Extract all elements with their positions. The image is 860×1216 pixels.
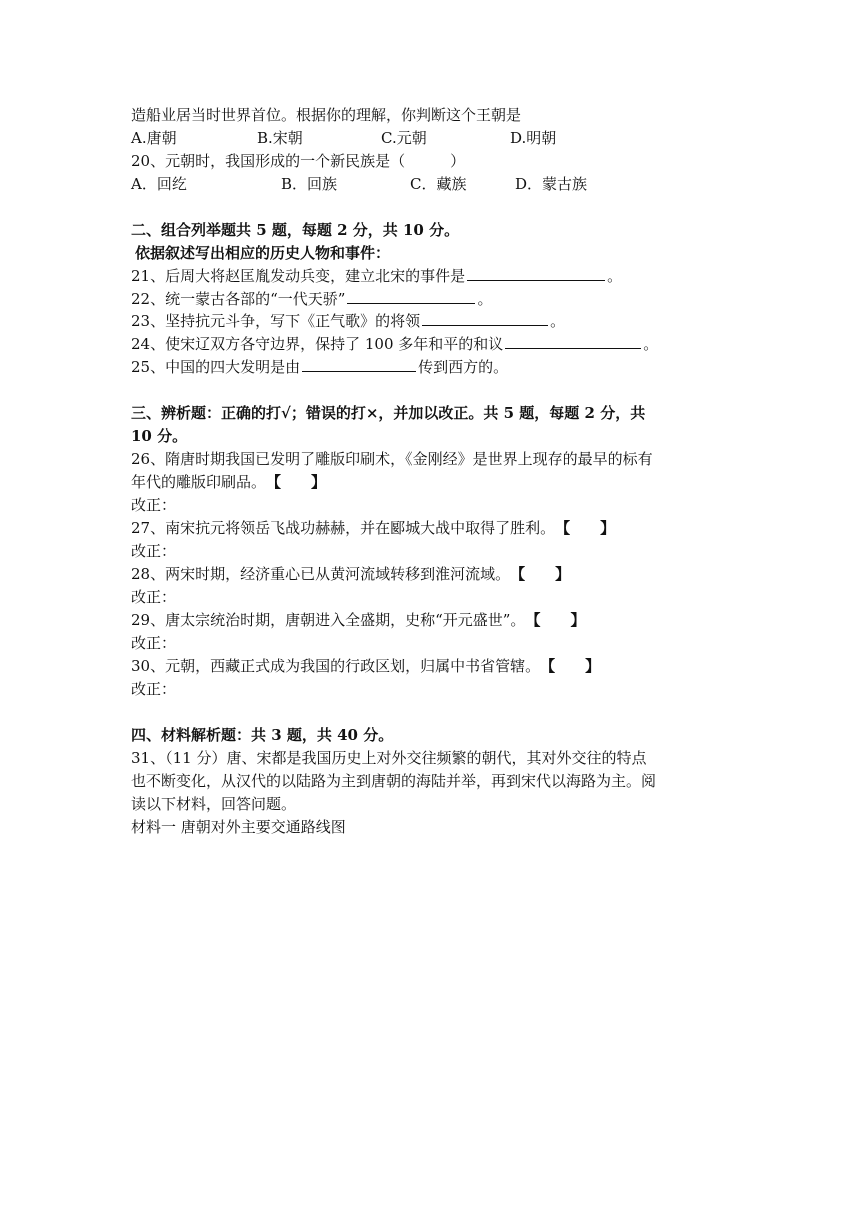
q31-line3: 读以下材料，回答问题。 <box>131 795 297 813</box>
q22-text: 22、统一蒙古各部的“一代天骄” <box>131 290 346 308</box>
q23-answer-blank[interactable] <box>422 310 548 326</box>
q24-answer-blank[interactable] <box>505 333 641 349</box>
q26-correction-label: 改正： <box>131 496 177 514</box>
q19-option-a: A.唐朝 <box>131 129 177 147</box>
q29 <box>131 609 585 631</box>
q21-answer-blank[interactable] <box>467 265 605 281</box>
q19-option-b: B.宋朝 <box>257 129 303 147</box>
q21-text: 21、后周大将赵匡胤发动兵变，建立北宋的事件是 <box>131 267 466 285</box>
section3-title-line2: 10 分。 <box>131 427 188 445</box>
q30-text: 30、元朝，西藏正式成为我国的行政区划，归属中书省管辖。 <box>131 657 541 675</box>
q30 <box>131 655 600 677</box>
q26-text: 年代的雕版印刷品。 <box>131 473 267 491</box>
q23 <box>131 310 565 332</box>
q23-end: 。 <box>550 312 566 330</box>
q22-answer-blank[interactable] <box>347 288 475 304</box>
q26-line1: 26、隋唐时期我国已发明了雕版印刷术，《金刚经》是世界上现存的最早的标有 <box>131 450 653 468</box>
q29-answer-bracket[interactable]: 【 】 <box>525 611 586 629</box>
q29-text: 29、唐太宗统治时期，唐朝进入全盛期，史称“开元盛世”。 <box>131 611 526 629</box>
section3-title-line1: 三、辨析题：正确的打√；错误的打×，并加以改正。共 5 题，每题 2 分，共 <box>131 404 646 422</box>
q31-line2: 也不断变化，从汉代的以陆路为主到唐朝的海陆并举，再到宋代以海路为主。阅 <box>131 772 657 790</box>
section4-title: 四、材料解析题：共 3 题，共 40 分。 <box>131 726 394 744</box>
q19-option-c: C.元朝 <box>381 129 427 147</box>
q24-text: 24、使宋辽双方各守边界，保持了 100 多年和平的和议 <box>131 335 504 353</box>
q23-text: 23、坚持抗元斗争，写下《正气歌》的将领 <box>131 312 421 330</box>
q25 <box>131 356 508 378</box>
q19-stem-tail: 造船业居当时世界首位。根据你的理解，你判断这个王朝是 <box>131 106 522 124</box>
q29-correction-label: 改正： <box>131 634 177 652</box>
q21-end: 。 <box>607 267 623 285</box>
q20-stem: 20、元朝时，我国形成的一个新民族是（ ） <box>131 152 466 170</box>
q20-option-c: C．藏族 <box>410 175 467 193</box>
q21 <box>131 265 622 287</box>
q25-text: 25、中国的四大发明是由 <box>131 358 301 376</box>
material1-caption: 材料一 唐朝对外主要交通路线图 <box>131 818 346 836</box>
q20-option-b: B．回族 <box>281 175 338 193</box>
q27 <box>131 517 615 539</box>
q20-option-d: D．蒙古族 <box>515 175 588 193</box>
q27-answer-bracket[interactable]: 【 】 <box>555 519 616 537</box>
q28-answer-bracket[interactable]: 【 】 <box>510 565 571 583</box>
q24 <box>131 333 658 355</box>
q24-end: 。 <box>643 335 659 353</box>
q22-end: 。 <box>477 290 493 308</box>
q20-option-a: A．回纥 <box>131 175 187 193</box>
section2-instruction: 依据叙述写出相应的历史人物和事件： <box>135 244 391 262</box>
q30-answer-bracket[interactable]: 【 】 <box>540 657 601 675</box>
q28-correction-label: 改正： <box>131 588 177 606</box>
q22 <box>131 288 492 310</box>
q27-text: 27、南宋抗元将领岳飞战功赫赫，并在郾城大战中取得了胜利。 <box>131 519 556 537</box>
q28 <box>131 563 570 585</box>
q31-line1: 31、（11 分）唐、宋都是我国历史上对外交往频繁的朝代，其对外交往的特点 <box>131 749 647 767</box>
q25-answer-blank[interactable] <box>302 356 416 372</box>
q27-correction-label: 改正： <box>131 542 177 560</box>
q30-correction-label: 改正： <box>131 680 177 698</box>
section2-title: 二、组合列举题共 5 题，每题 2 分，共 10 分。 <box>131 221 460 239</box>
q25-end: 传到西方的。 <box>418 358 509 376</box>
q28-text: 28、两宋时期，经济重心已从黄河流域转移到淮河流域。 <box>131 565 511 583</box>
q26-line2 <box>131 471 326 493</box>
q26-answer-bracket[interactable]: 【 】 <box>266 473 327 491</box>
q19-option-d: D.明朝 <box>510 129 557 147</box>
